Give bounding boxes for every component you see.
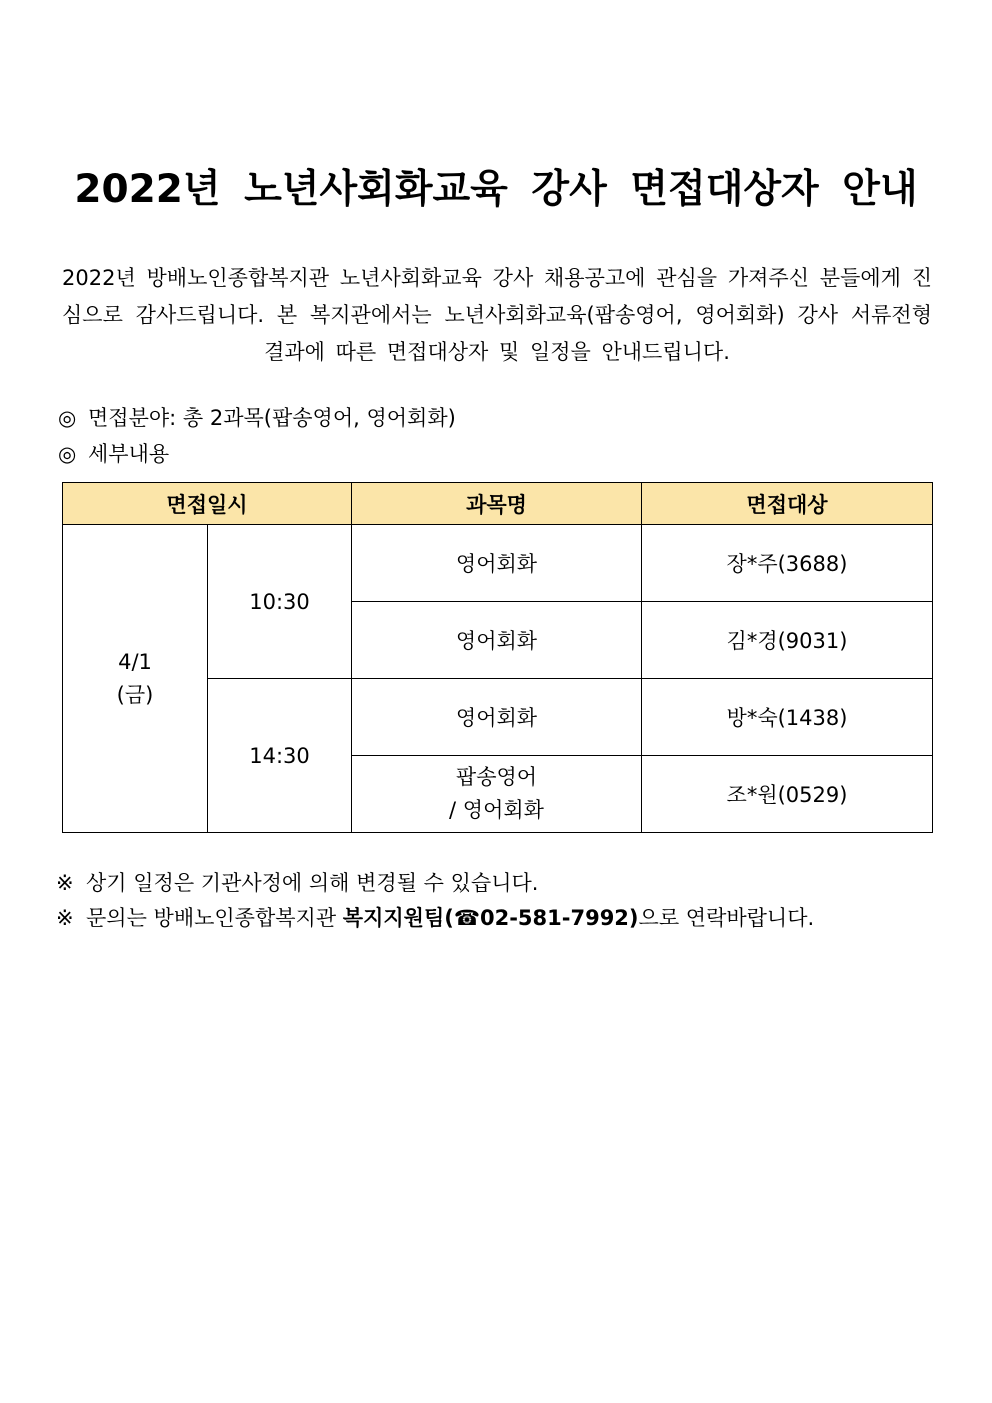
page-title: 2022년 노년사회화교육 강사 면접대상자 안내: [74, 167, 918, 212]
time-cell: 14:30: [208, 679, 352, 833]
person-cell: 김*경(9031): [642, 602, 933, 679]
reference-mark-icon: ※: [56, 871, 74, 895]
note-text-prefix: 문의는 방배노인종합복지관: [86, 906, 343, 930]
header-interview-datetime: 면접일시: [63, 483, 352, 525]
weekday-text: (금): [116, 682, 154, 707]
table-row: [63, 525, 933, 602]
double-circle-icon: ◎: [58, 442, 77, 466]
subject-line: 팝송영어: [455, 765, 538, 789]
intro-paragraph: 2022년 방배노인종합복지관 노년사회화교육 강사 채용공고에 관심을 가져주신 분들에게 진심으로 감사드립니다. 본 복지관에서는 노년사회화교육(팝송영어, 영어회화) 강사 서류전형 결과에 따른 면접대상자 및 일정을 안내드립니다.: [62, 266, 932, 364]
person-cell: 장*주(3688): [642, 525, 933, 602]
note-schedule-change: [56, 866, 814, 901]
contact-team-phone: 복지지원팀(☎02-581-7992): [342, 906, 639, 930]
double-circle-icon: ◎: [58, 406, 77, 430]
table-header-row: [63, 483, 933, 525]
interview-schedule-table: [62, 482, 933, 833]
subject-cell: [352, 756, 642, 833]
bullet-text: 세부내용: [88, 442, 170, 466]
note-text: 상기 일정은 기관사정에 의해 변경될 수 있습니다.: [86, 871, 539, 895]
date-cell: [63, 525, 208, 833]
person-cell: 조*원(0529): [642, 756, 933, 833]
note-text-suffix: 으로 연락바랍니다.: [638, 906, 815, 930]
subject-cell: 영어회화: [352, 525, 642, 602]
date-text: 4/1: [118, 649, 152, 674]
header-subject: 과목명: [352, 483, 642, 525]
bullet-details: [58, 436, 456, 472]
subject-cell: 영어회화: [352, 602, 642, 679]
note-contact: [56, 901, 814, 936]
bullet-interview-field: [58, 400, 456, 436]
reference-mark-icon: ※: [56, 906, 74, 930]
bullet-text: 면접분야: 총 2과목(팝송영어, 영어회화): [88, 406, 456, 430]
notes: [56, 866, 814, 936]
person-cell: 방*숙(1438): [642, 679, 933, 756]
header-interviewee: 면접대상: [642, 483, 933, 525]
subject-line: / 영어회화: [449, 798, 544, 822]
subject-cell: 영어회화: [352, 679, 642, 756]
bullet-list: [58, 400, 456, 472]
time-cell: 10:30: [208, 525, 352, 679]
